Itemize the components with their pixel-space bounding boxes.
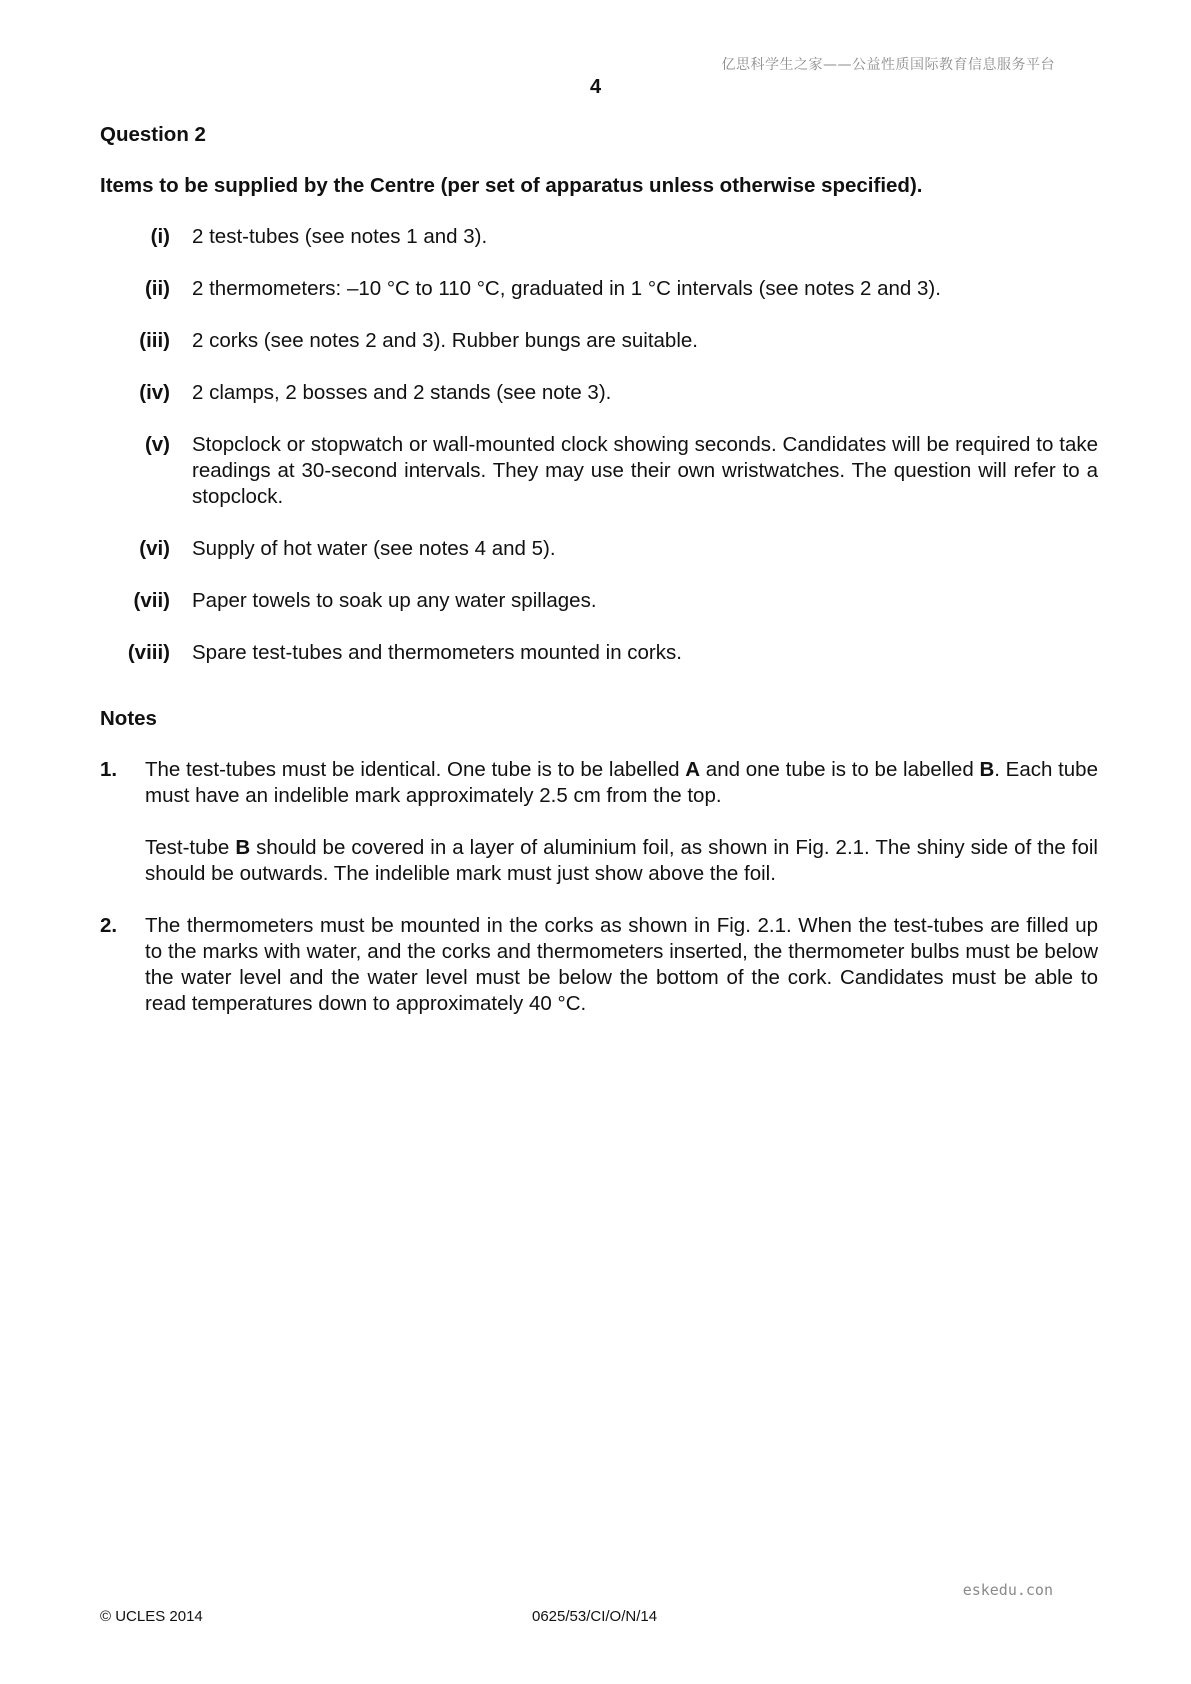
watermark-footer: eskedu.con [962,1581,1053,1599]
item-text: Stopclock or stopwatch or wall-mounted clock showing seconds. Candidates will be required to take readings at 30-second intervals. They may use their own wristwatches. The question will refer to a stopclock. [192,433,1098,508]
note-item [100,913,1098,1017]
label-b: B [235,836,251,859]
note-text: Test-tube [145,836,236,859]
item-label: (iii) [139,329,170,352]
item-text: 2 clamps, 2 bosses and 2 stands (see note 3). [192,381,612,404]
list-item [100,432,1098,510]
list-item [100,328,1098,354]
items-heading: Items to be supplied by the Centre (per set of apparatus unless otherwise specified). [100,174,923,197]
list-item [100,640,1098,666]
item-text: 2 corks (see notes 2 and 3). Rubber bungs are suitable. [192,329,698,352]
footer-copyright: © UCLES 2014 [100,1608,203,1625]
item-label: (v) [144,433,170,456]
item-label: (i) [150,225,170,248]
note-paragraph [145,757,1098,809]
note-text: and one tube is to be labelled [700,758,980,781]
list-item [100,536,1098,562]
note-text: . Each tube must have an indelible mark approximately 2.5 cm from the top. [145,758,1098,807]
notes-title: Notes [100,707,157,730]
item-label: (ii) [144,277,170,300]
note-body [145,913,1098,1017]
item-text: Supply of hot water (see notes 4 and 5). [192,537,556,560]
label-a: A [685,758,701,781]
list-item [100,380,1098,406]
item-label: (vii) [133,589,170,612]
note-item [100,757,1098,887]
list-item [100,588,1098,614]
label-b: B [979,758,995,781]
note-text: The test-tubes must be identical. One tube is to be labelled [145,758,686,781]
notes-list [100,757,1098,1017]
item-text: Spare test-tubes and thermometers mounted in corks. [192,641,682,664]
items-list [100,224,1098,666]
main-content [100,122,1098,1043]
item-text: Paper towels to soak up any water spillages. [192,589,597,612]
item-label: (vi) [139,537,170,560]
item-label: (viii) [127,641,170,664]
item-text: 2 thermometers: –10 °C to 110 °C, graduated in 1 °C intervals (see notes 2 and 3). [192,277,941,300]
footer-code: 0625/53/CI/O/N/14 [532,1608,658,1625]
note-number: 1. [100,758,118,781]
list-item [100,276,1098,302]
note-text: should be covered in a layer of aluminium foil, as shown in Fig. 2.1. The shiny side of the foil should be outwards. The indelible mark must just show above the foil. [145,836,1098,885]
item-text: 2 test-tubes (see notes 1 and 3). [192,225,488,248]
note-number: 2. [100,914,118,937]
watermark-header: 亿思科学生之家——公益性质国际教育信息服务平台 [721,57,1055,73]
list-item [100,224,1098,250]
question-title: Question 2 [100,123,206,146]
page-number: 4 [589,76,602,98]
note-paragraph: The thermometers must be mounted in the corks as shown in Fig. 2.1. When the test-tubes are filled up to the marks with water, and the corks and thermometers inserted, the thermometer bulbs must be below the water level and the water level must be below the bottom of the cork. Candidates must be able to read temperatures down to approximately 40 °C. [145,914,1098,1015]
note-body [145,757,1098,887]
item-label: (iv) [139,381,170,404]
note-paragraph [145,835,1098,887]
